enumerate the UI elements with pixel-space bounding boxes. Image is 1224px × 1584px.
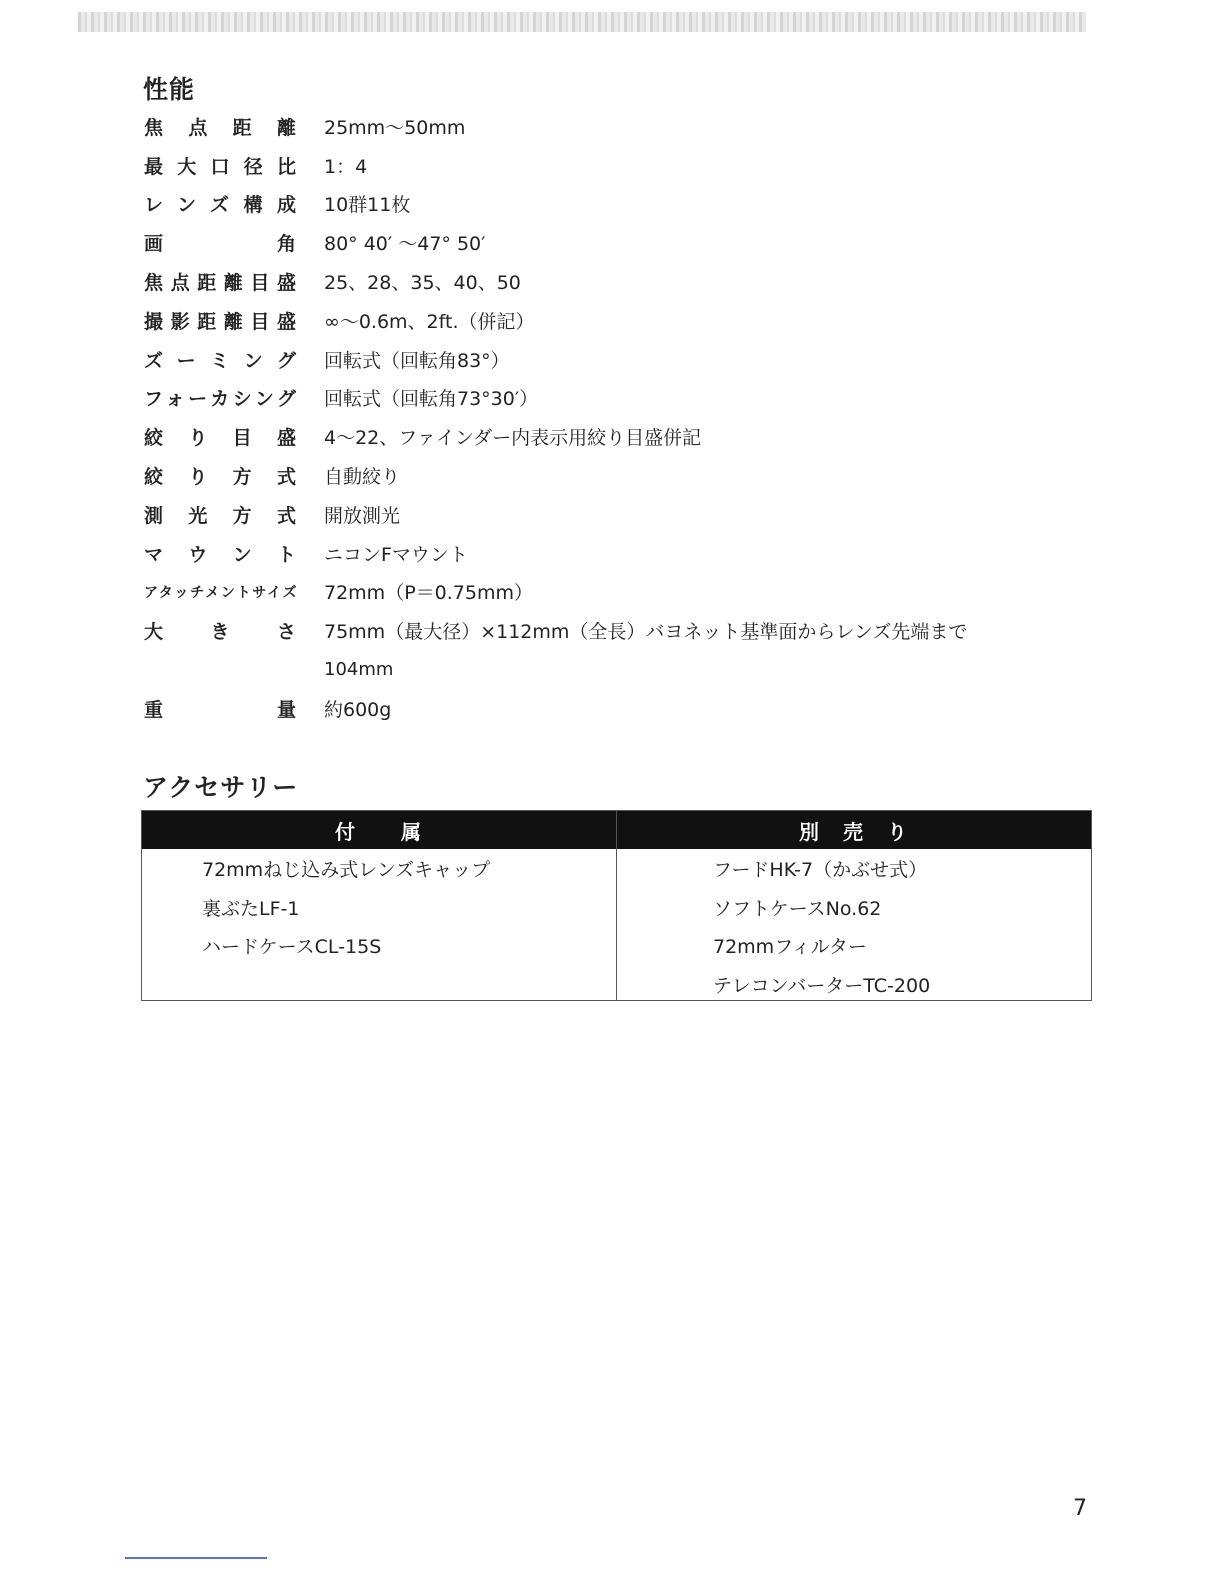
spec-label: ズーミング	[144, 349, 296, 372]
spec-value: 72mm（P＝0.75mm）	[324, 582, 533, 605]
spec-value: 4〜22、ファインダー内表示用絞り目盛併記	[324, 427, 702, 450]
spec-label: 大きさ	[144, 621, 296, 644]
spec-value: 開放測光	[324, 504, 401, 527]
scan-top-band	[78, 12, 1086, 32]
spec-row-aperture-method	[144, 456, 1104, 495]
accessory-table	[141, 810, 1092, 1001]
spec-list	[144, 107, 1104, 728]
spec-row-weight	[144, 689, 1104, 728]
spec-value: 75mm（最大径）×112mm（全長）バヨネット基準面からレンズ先端まで	[324, 621, 968, 644]
spec-value: ∞〜0.6m、2ft.（併記）	[324, 310, 535, 333]
spec-label: アタッチメントサイズ	[144, 584, 296, 601]
list-item: 72mmフィルター	[713, 936, 867, 958]
list-item: 裏ぶたLF-1	[202, 897, 300, 920]
spec-row-focusing	[144, 379, 1104, 418]
spec-row-max-aperture	[144, 146, 1104, 185]
spec-label: 絞り目盛	[144, 427, 296, 450]
page-number: 7	[1073, 1496, 1087, 1521]
accessory-section-title: アクセサリー	[143, 773, 299, 802]
list-item: ハードケースCL-15S	[202, 936, 382, 958]
footer-rule	[125, 1557, 267, 1559]
spec-label: 測光方式	[144, 504, 296, 527]
included-list	[142, 849, 616, 967]
spec-row-angle-of-view	[144, 223, 1104, 262]
spec-row-mount	[144, 534, 1104, 573]
spec-label: 焦点距離	[144, 116, 296, 139]
spec-label: 最大口径比	[144, 155, 296, 178]
optional-accessories-column	[616, 811, 1091, 1000]
spec-label: 重量	[144, 698, 296, 721]
spec-row-lens-construction	[144, 185, 1104, 224]
spec-value-continuation: 104mm	[324, 659, 394, 681]
spec-row-dimensions-continued	[144, 650, 1104, 689]
spec-label: マウント	[144, 543, 296, 566]
spec-value: 25、28、35、40、50	[324, 272, 521, 295]
spec-row-zooming	[144, 340, 1104, 379]
optional-header: 別 売 り	[617, 811, 1091, 849]
list-item: テレコンバーターTC-200	[713, 974, 931, 997]
spec-section-title: 性能	[143, 75, 196, 104]
spec-value: 約600g	[324, 698, 392, 721]
list-item: ソフトケースNo.62	[713, 897, 882, 920]
spec-row-focal-length-scale	[144, 262, 1104, 301]
spec-row-distance-scale	[144, 301, 1104, 340]
included-header: 付 属	[142, 811, 616, 849]
spec-value: ニコンFマウント	[324, 543, 468, 566]
spec-value: 自動絞り	[324, 466, 401, 489]
spec-label: 絞り方式	[144, 466, 296, 489]
spec-row-dimensions	[144, 611, 1104, 650]
spec-label: 焦点距離目盛	[144, 272, 296, 295]
list-item: フードHK-7（かぶせ式）	[713, 859, 928, 881]
spec-value: 回転式（回転角73°30′）	[324, 388, 539, 411]
spec-row-focal-length	[144, 107, 1104, 146]
spec-label: 画角	[144, 233, 296, 256]
spec-value: 1：4	[324, 155, 368, 178]
spec-row-metering-method	[144, 495, 1104, 534]
spec-label: フォーカシング	[144, 388, 296, 411]
spec-value: 回転式（回転角83°）	[324, 349, 510, 372]
spec-value: 80° 40′ 〜47° 50′	[324, 233, 486, 256]
spec-value: 10群11枚	[324, 194, 411, 217]
spec-row-aperture-scale	[144, 417, 1104, 456]
optional-list	[617, 849, 1091, 1005]
spec-label: 撮影距離目盛	[144, 310, 296, 333]
list-item: 72mmねじ込み式レンズキャップ	[202, 859, 491, 881]
spec-label: レンズ構成	[144, 194, 296, 217]
spec-row-attachment-size	[144, 573, 1104, 612]
spec-value: 25mm〜50mm	[324, 116, 466, 139]
included-accessories-column	[142, 811, 616, 1000]
